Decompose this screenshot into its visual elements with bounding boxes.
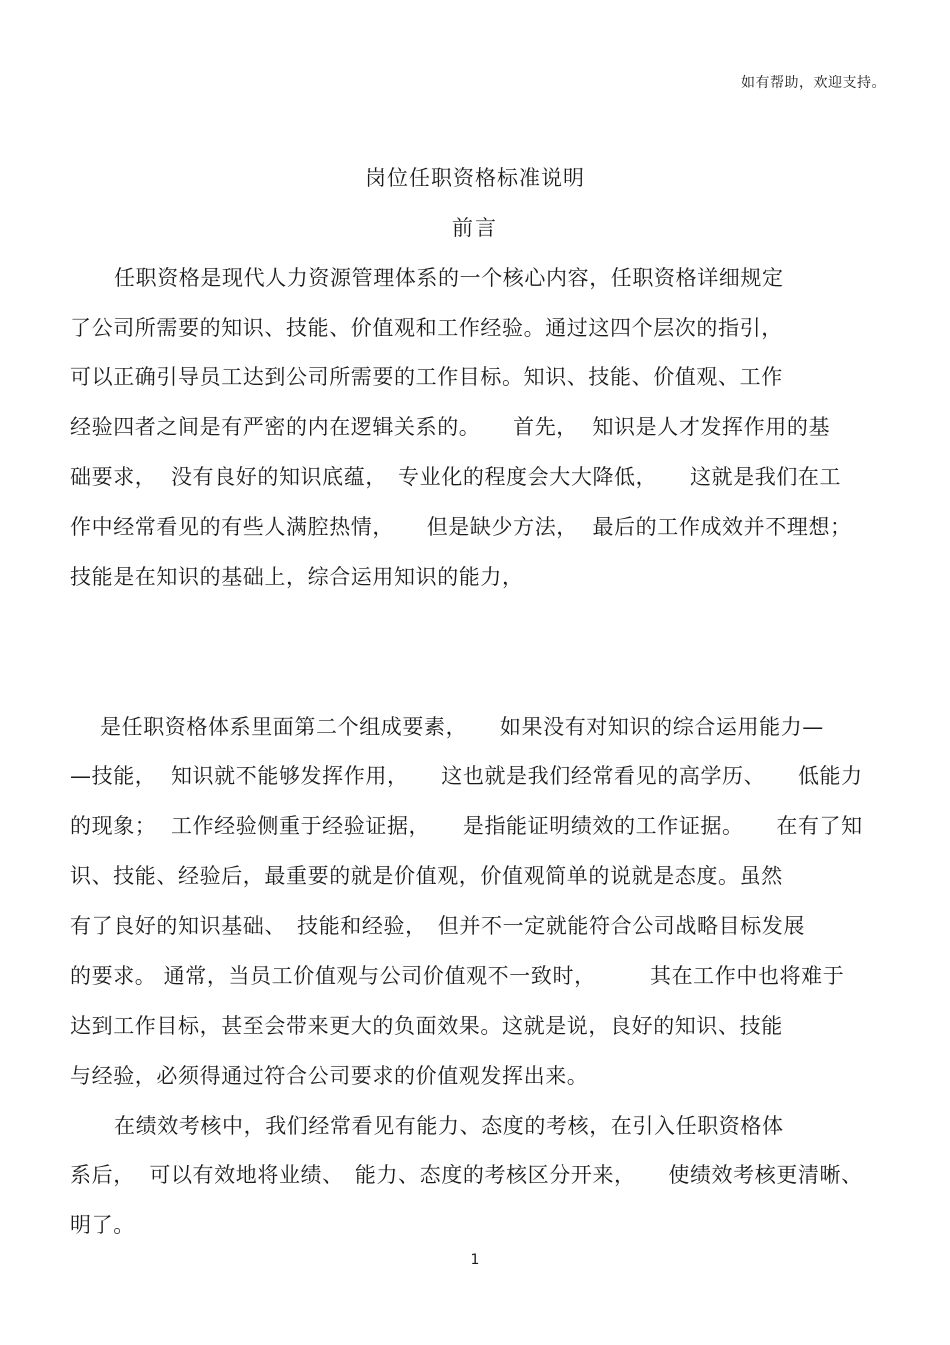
- paragraph-line: 技能是在知识的基础上，综合运用知识的能力，: [70, 565, 524, 589]
- section-title: 前言: [452, 216, 498, 240]
- document-title: 岗位任职资格标准说明: [365, 166, 585, 190]
- paragraph-line: 明了。: [70, 1213, 135, 1237]
- paragraph-line: —技能， 知识就不能够发挥作用， 这也就是我们经常看见的高学历、 低能力: [70, 764, 863, 788]
- paragraph-line: 是任职资格体系里面第二个组成要素， 如果没有对知识的综合运用能力—: [100, 715, 824, 739]
- paragraph-line: 础要求， 没有良好的知识底蕴， 专业化的程度会大大降低， 这就是我们在工: [70, 465, 842, 489]
- page-number: 1: [470, 1252, 480, 1268]
- paragraph-line: 任职资格是现代人力资源管理体系的一个核心内容，任职资格详细规定: [114, 266, 784, 290]
- paragraph-line: 识、技能、经验后，最重要的就是价值观，价值观简单的说就是态度。虽然: [70, 864, 783, 888]
- paragraph-line: 在绩效考核中，我们经常看见有能力、态度的考核，在引入任职资格体: [114, 1114, 784, 1138]
- paragraph-line: 与经验，必须得通过符合公司要求的价值观发挥出来。: [70, 1064, 589, 1088]
- header-note: 如有帮助，欢迎支持。: [741, 75, 886, 91]
- paragraph-line: 达到工作目标，甚至会带来更大的负面效果。这就是说，良好的知识、技能: [70, 1014, 783, 1038]
- paragraph-line: 有了良好的知识基础、 技能和经验， 但并不一定就能符合公司战略目标发展: [70, 914, 805, 938]
- paragraph-line: 的现象； 工作经验侧重于经验证据， 是指能证明绩效的工作证据。 在有了知: [70, 814, 863, 838]
- paragraph-line: 的要求。 通常，当员工价值观与公司价值观不一致时， 其在工作中也将难于: [70, 964, 845, 988]
- paragraph-line: 经验四者之间是有严密的内在逻辑关系的。 首先， 知识是人才发挥作用的基: [70, 415, 831, 439]
- paragraph-line: 系后， 可以有效地将业绩、 能力、态度的考核区分开来， 使绩效考核更清晰、: [70, 1163, 863, 1187]
- paragraph-line: 作中经常看见的有些人满腔热情， 但是缺少方法， 最后的工作成效并不理想；: [70, 515, 852, 539]
- paragraph-line: 了公司所需要的知识、技能、价值观和工作经验。通过这四个层次的指引，: [70, 316, 783, 340]
- paragraph-line: 可以正确引导员工达到公司所需要的工作目标。知识、技能、价值观、工作: [70, 365, 783, 389]
